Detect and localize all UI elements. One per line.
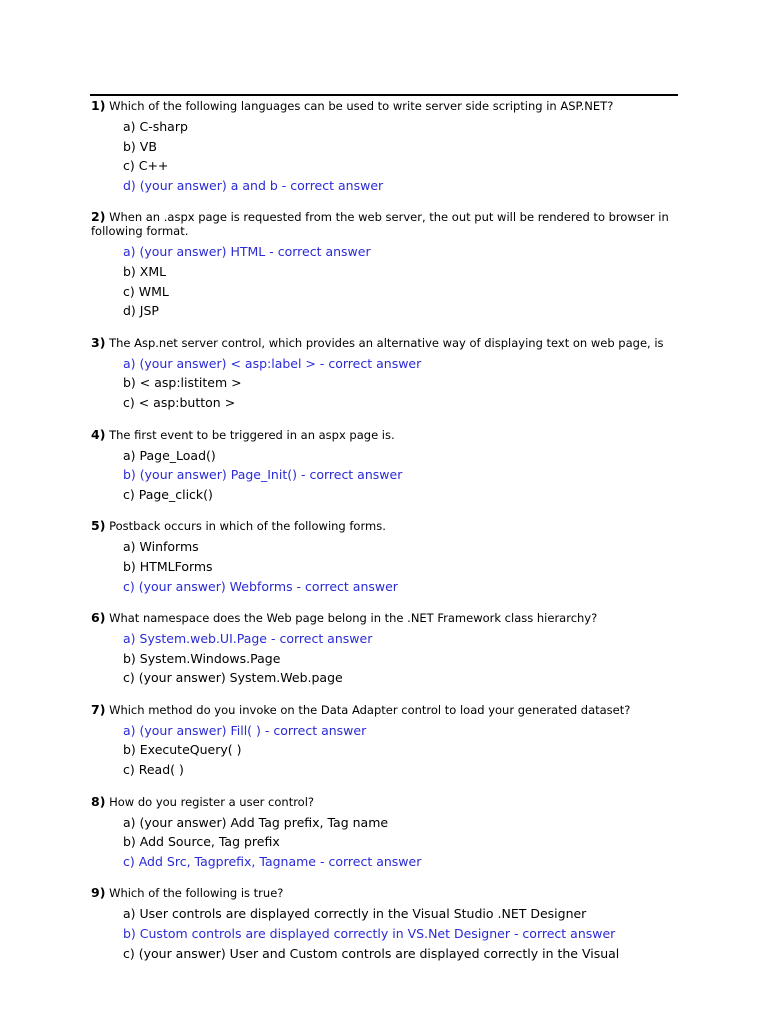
question-text: Postback occurs in which of the following forms. bbox=[109, 519, 386, 534]
answer-option-correct: a) (your answer) Fill( ) - correct answer bbox=[123, 722, 367, 738]
answer-option: d) JSP bbox=[123, 303, 159, 319]
question-number: 6) bbox=[91, 610, 106, 626]
question-number: 4) bbox=[91, 426, 106, 442]
question-8 bbox=[91, 795, 681, 872]
question-number: 8) bbox=[91, 793, 106, 809]
answer-option: c) < asp:button > bbox=[123, 394, 236, 410]
question-text: Which of the following is true? bbox=[109, 886, 284, 901]
answer-option: b) HTMLForms bbox=[123, 558, 213, 574]
question-1 bbox=[91, 99, 681, 195]
answer-option: c) C++ bbox=[123, 158, 169, 174]
answer-options bbox=[91, 117, 681, 195]
answer-option-correct: a) System.web.UI.Page - correct answer bbox=[123, 631, 373, 647]
question-9 bbox=[91, 886, 681, 963]
answer-option-correct: b) (your answer) Page_Init() - correct answer bbox=[123, 467, 403, 483]
quiz-content bbox=[91, 99, 681, 978]
answer-option: c) (your answer) User and Custom controls are displayed correctly in the Visual bbox=[123, 945, 620, 961]
header-rule bbox=[90, 94, 678, 96]
answer-option: c) WML bbox=[123, 283, 169, 299]
question-number: 5) bbox=[91, 518, 106, 534]
answer-option-correct: c) Add Src, Tagprefix, Tagname - correct answer bbox=[123, 853, 422, 869]
answer-options bbox=[91, 446, 681, 505]
answer-option: c) Page_click() bbox=[123, 486, 213, 502]
question-stem bbox=[91, 611, 681, 625]
question-number: 2) bbox=[91, 209, 106, 225]
answer-option: c) Read( ) bbox=[123, 762, 184, 778]
answer-option: a) (your answer) Add Tag prefix, Tag name bbox=[123, 814, 389, 830]
question-5 bbox=[91, 519, 681, 596]
answer-options bbox=[91, 354, 681, 413]
answer-option-correct: a) (your answer) HTML - correct answer bbox=[123, 244, 371, 260]
question-text: The first event to be triggered in an aspx page is. bbox=[109, 427, 395, 442]
answer-option: c) (your answer) System.Web.page bbox=[123, 670, 343, 686]
answer-option: b) ExecuteQuery( ) bbox=[123, 742, 242, 758]
question-stem bbox=[91, 519, 681, 533]
question-4 bbox=[91, 428, 681, 505]
question-text: When an .aspx page is requested from the web server, the out put will be rendered to browser in following format. bbox=[91, 210, 669, 239]
answer-option: b) Add Source, Tag prefix bbox=[123, 834, 280, 850]
answer-option: b) XML bbox=[123, 263, 167, 279]
question-stem bbox=[91, 886, 681, 900]
answer-options bbox=[91, 904, 681, 963]
question-stem bbox=[91, 428, 681, 442]
question-stem bbox=[91, 703, 681, 717]
question-number: 7) bbox=[91, 701, 106, 717]
question-text: The Asp.net server control, which provides an alternative way of displaying text on web page, is bbox=[109, 335, 664, 350]
answer-option: b) System.Windows.Page bbox=[123, 650, 281, 666]
answer-option-correct: a) (your answer) < asp:label > - correct answer bbox=[123, 355, 422, 371]
question-2 bbox=[91, 210, 681, 320]
answer-options bbox=[91, 242, 681, 320]
answer-options bbox=[91, 813, 681, 872]
answer-options bbox=[91, 537, 681, 596]
question-text: What namespace does the Web page belong in the .NET Framework class hierarchy? bbox=[109, 611, 598, 626]
question-stem bbox=[91, 336, 681, 350]
question-6 bbox=[91, 611, 681, 688]
answer-options bbox=[91, 721, 681, 780]
answer-option-correct: d) (your answer) a and b - correct answer bbox=[123, 177, 384, 193]
answer-option: b) VB bbox=[123, 138, 157, 154]
question-stem bbox=[91, 210, 681, 238]
question-7 bbox=[91, 703, 681, 780]
answer-options bbox=[91, 629, 681, 688]
answer-option: b) < asp:listitem > bbox=[123, 375, 242, 391]
question-3 bbox=[91, 336, 681, 413]
question-number: 3) bbox=[91, 334, 106, 350]
question-stem bbox=[91, 99, 681, 113]
question-text: How do you register a user control? bbox=[109, 794, 315, 809]
question-text: Which of the following languages can be used to write server side scripting in ASP.NET? bbox=[109, 99, 614, 113]
question-number: 9) bbox=[91, 885, 106, 901]
answer-option: a) C-sharp bbox=[123, 119, 188, 134]
answer-option-correct: b) Custom controls are displayed correctly in VS.Net Designer - correct answer bbox=[123, 926, 616, 942]
answer-option: a) User controls are displayed correctly in the Visual Studio .NET Designer bbox=[123, 906, 587, 922]
question-text: Which method do you invoke on the Data Adapter control to load your generated dataset? bbox=[109, 702, 631, 717]
answer-option: a) Winforms bbox=[123, 539, 199, 555]
answer-option-correct: c) (your answer) Webforms - correct answer bbox=[123, 578, 398, 594]
question-stem bbox=[91, 795, 681, 809]
question-number: 1) bbox=[91, 98, 106, 113]
answer-option: a) Page_Load() bbox=[123, 447, 216, 463]
